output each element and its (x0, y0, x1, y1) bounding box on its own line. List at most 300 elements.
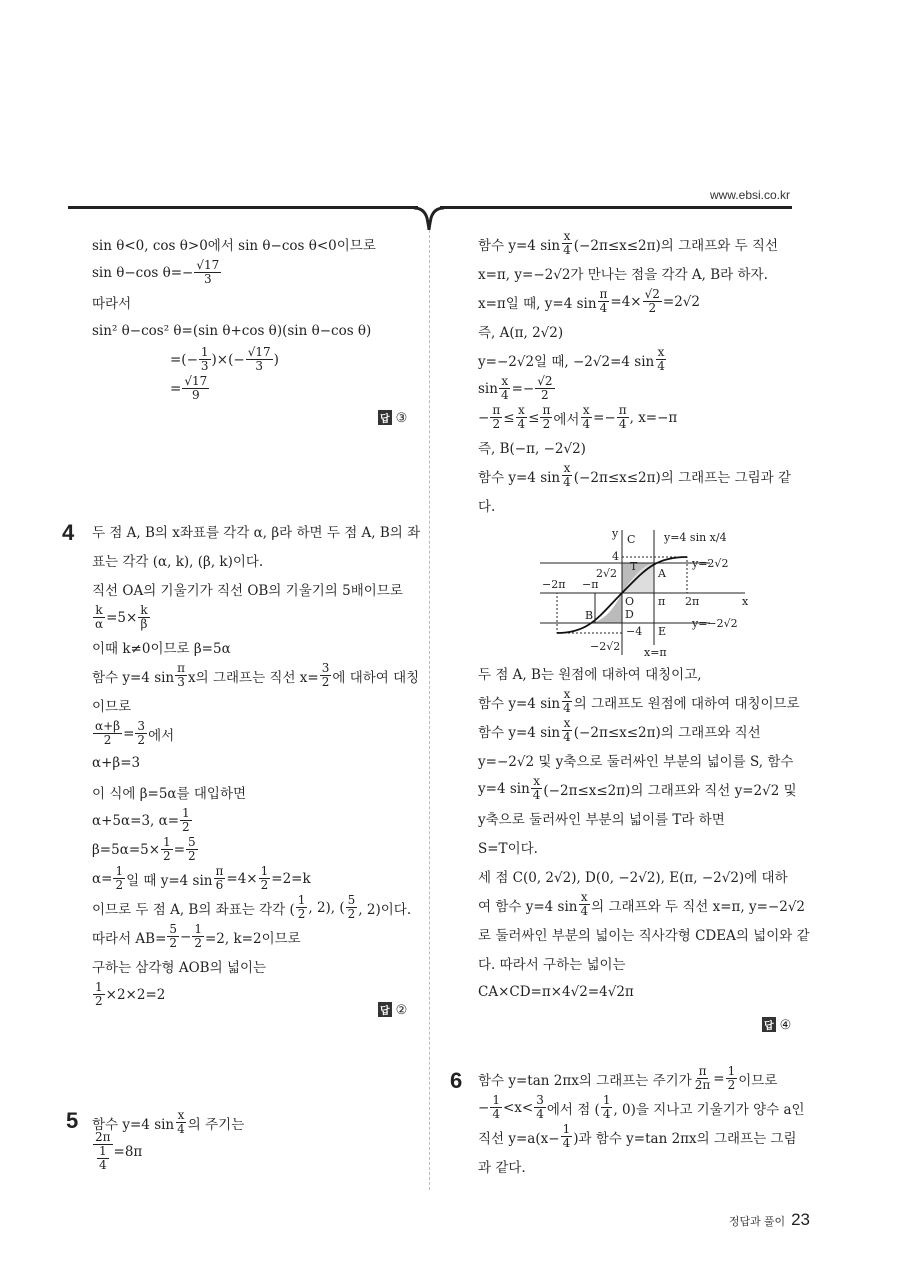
math-text: x (563, 461, 571, 475)
math-text: x의 그래프는 직선 x= (188, 669, 319, 686)
math-text: 3 (203, 272, 212, 286)
fraction (93, 604, 105, 631)
text-line (478, 687, 808, 716)
math-text: β (140, 617, 148, 631)
text-line (92, 603, 422, 632)
math-text: 4 (532, 788, 541, 802)
text-line (92, 316, 422, 345)
text-line (92, 345, 422, 374)
fraction (643, 288, 662, 315)
text-line (478, 861, 808, 890)
math-text: 의 주기는 (187, 1116, 245, 1133)
text-line (478, 716, 808, 745)
text-line (92, 574, 422, 603)
math-text: x (563, 687, 571, 701)
math-text: y=4 sin (478, 780, 530, 797)
math-text: 직선 y=a(x− (478, 1130, 560, 1147)
math-text: CA×CD=π×4√2=4√2π (478, 983, 634, 1000)
math-text: (−2π≤x≤2π)의 그래프는 그림과 같 (573, 469, 792, 486)
math-text: 즉, A(π, 2√2) (478, 324, 564, 341)
math-text: 3 (137, 719, 146, 733)
math-text: 따라서 AB= (92, 930, 167, 947)
math-text: sin θ−cos θ=− (92, 264, 194, 281)
math-text: 4 (563, 730, 571, 744)
math-text: 4 (177, 1122, 185, 1136)
right-top-solution (478, 229, 808, 519)
fraction (214, 865, 226, 892)
math-text: 3 (177, 675, 185, 689)
math-text: x (501, 374, 509, 388)
math-text: 다. 따라서 구하는 넓이는 (478, 956, 626, 973)
math-text: 2 (103, 733, 112, 747)
fraction (167, 923, 179, 950)
math-text: =2, k=2이므로 (205, 930, 301, 947)
math-text: α+5α=3, α= (92, 812, 180, 829)
fraction (113, 865, 125, 892)
answer-icon: 답 (378, 410, 392, 425)
fraction (561, 717, 573, 744)
math-text: 2 (297, 907, 306, 921)
math-text: 4 (582, 417, 591, 431)
math-text: = (123, 725, 135, 742)
point-D-label: D (625, 608, 634, 621)
math-text: 1 (602, 1093, 611, 1107)
text-line (92, 777, 422, 806)
fraction (598, 288, 610, 315)
math-text: 의 그래프와 두 직선 x=π, y=−2√2 (591, 898, 806, 915)
fraction (580, 404, 592, 431)
math-text: , 2)이다. (358, 901, 412, 918)
math-text: 2 (260, 878, 269, 892)
text-line (92, 835, 422, 864)
math-text: <x< (502, 1099, 534, 1116)
math-text: , 2), ( (308, 899, 345, 916)
math-text: 3 (200, 359, 209, 373)
math-text: 2 (321, 675, 330, 689)
math-text: 에 대하여 대칭 (332, 669, 420, 686)
fraction (535, 375, 554, 402)
math-text: x (563, 716, 571, 730)
text-line (92, 806, 422, 835)
y-axis-label: y (612, 527, 619, 540)
text-line (478, 890, 808, 919)
math-text: ) (273, 351, 279, 368)
text-line (92, 287, 422, 316)
math-text: = (170, 380, 182, 397)
math-text: 4 (562, 1136, 571, 1150)
problem-number: 4 (62, 520, 75, 545)
fraction (199, 346, 211, 373)
fraction (561, 688, 573, 715)
fraction (175, 662, 187, 689)
math-text: sin θ<0, cos θ>0에서 sin θ−cos θ<0이므로 (92, 237, 376, 254)
math-text: =4× (610, 293, 642, 310)
math-text: x (563, 229, 571, 243)
math-text: 1 (492, 1093, 500, 1107)
text-line (92, 1108, 422, 1137)
math-text: π (542, 403, 551, 417)
math-text: 에서 (148, 727, 175, 744)
math-text: 의 그래프도 원점에 대하여 대칭이므로 (573, 695, 800, 712)
math-text: 다. (478, 498, 496, 515)
text-line (478, 977, 808, 1006)
math-text: α+β (95, 719, 121, 733)
math-text: S=T이다. (478, 840, 538, 857)
region-T-label: T (630, 560, 638, 573)
answer-icon: 답 (762, 1017, 776, 1032)
math-text: 함수 y=4 sin (478, 469, 561, 486)
math-text: 이므로 두 점 A, B의 좌표는 각각 ( (92, 901, 295, 918)
math-text: 4 (563, 701, 571, 715)
math-text: π (177, 661, 186, 675)
math-text: = (713, 1070, 725, 1087)
math-text: =8π (113, 1143, 143, 1160)
text-line (92, 690, 422, 719)
math-text: 2 (182, 820, 190, 834)
curve-label: y=4 sin x/4 (664, 531, 727, 544)
text-line (92, 545, 422, 574)
fraction (186, 836, 198, 863)
math-text: π (698, 1064, 707, 1078)
math-text: 2 (194, 936, 202, 950)
text-line (478, 316, 808, 345)
math-text: 에서 (553, 411, 580, 428)
text-line (478, 919, 808, 948)
math-text: 에서 점 ( (546, 1101, 600, 1118)
math-text: 2 (95, 994, 103, 1008)
math-text: π (618, 403, 627, 417)
answer-icon: 답 (378, 1002, 392, 1017)
math-text: 이므로 (92, 698, 132, 715)
math-text: 직선 OA의 기울기가 직선 OB의 기울기의 5배이므로 (92, 582, 403, 599)
math-text: x (580, 890, 588, 904)
fraction (490, 1094, 502, 1121)
math-text: x=π일 때, y=4 sin (478, 295, 597, 312)
fraction (180, 807, 192, 834)
text-line (478, 832, 808, 861)
math-text: 2 (542, 417, 551, 431)
math-text: 이므로 (738, 1072, 778, 1089)
answer-mark (762, 1017, 791, 1033)
fraction (561, 1123, 573, 1150)
fraction (617, 404, 629, 431)
math-text: k (140, 603, 148, 617)
text-line (92, 719, 422, 748)
math-text: =− (511, 380, 535, 397)
math-text: y=−2√2 및 y축으로 둘러싸인 부분의 넓이를 S, 함수 (478, 753, 794, 770)
tick-neg-4: −4 (626, 625, 643, 638)
header-rule-right (440, 206, 792, 209)
math-text: √17 (247, 345, 271, 359)
math-text: 4 (517, 417, 526, 431)
math-text: 1 (95, 980, 103, 994)
math-text: x (517, 403, 525, 417)
fraction (182, 375, 209, 402)
math-text: π (215, 864, 224, 878)
math-text: , 0)을 지나고 기울기가 양수 a인 (613, 1101, 805, 1118)
math-text: x=π, y=−2√2가 만나는 점을 각각 A, B라 하자. (478, 266, 768, 283)
text-line (478, 345, 808, 374)
tick-2pi: 2π (685, 595, 700, 608)
fraction (561, 230, 573, 257)
fraction (320, 662, 332, 689)
text-line (478, 803, 808, 832)
text-line (478, 774, 808, 803)
math-text: y축으로 둘러싸인 부분의 넓이를 T라 하면 (478, 811, 725, 828)
text-line (478, 229, 808, 258)
math-text: 함수 y=tan 2πx의 그래프는 주기가 (478, 1072, 692, 1089)
math-text: 1 (260, 864, 269, 878)
line-vertical-label: x=π (644, 646, 667, 659)
math-text: =(− (170, 351, 198, 368)
math-text: 4 (580, 904, 589, 918)
text-line (478, 490, 808, 519)
fraction (346, 894, 358, 921)
math-text: 2 (169, 936, 178, 950)
left-top-solution (92, 229, 422, 403)
point-A-label: A (658, 567, 666, 580)
math-text: 여 함수 y=4 sin (478, 898, 578, 915)
fraction (561, 462, 573, 489)
tick-4: 4 (612, 550, 619, 563)
problem-5-solution (92, 1108, 422, 1172)
math-text: − (478, 409, 490, 426)
text-line (92, 748, 422, 777)
math-text: 1 (200, 345, 209, 359)
math-text: 4 (618, 417, 627, 431)
math-text: )과 함수 y=tan 2πx의 그래프는 그림 (573, 1130, 797, 1147)
site-url: www.ebsi.co.kr (709, 188, 790, 202)
fraction (601, 1094, 613, 1121)
text-line (478, 287, 808, 316)
math-text: )×(− (211, 351, 245, 368)
math-text: , x=−π (629, 409, 678, 426)
text-line (478, 658, 808, 687)
point-C-label: C (627, 533, 636, 546)
math-text: 2 (188, 849, 196, 863)
origin-label: O (625, 595, 635, 608)
math-text: y=−2√2일 때, −2√2=4 sin (478, 353, 655, 370)
math-text: 로 둘러싸인 부분의 넓이는 직사각형 CDEA의 넓이와 같 (478, 927, 810, 944)
text-line (92, 951, 422, 980)
text-line (92, 893, 422, 922)
math-text: 1 (727, 1064, 736, 1078)
math-text: √2 (644, 287, 660, 301)
text-line (92, 516, 422, 545)
math-text: 2 (492, 417, 501, 431)
math-text: 6 (215, 878, 224, 892)
math-text: √2 (537, 374, 553, 388)
math-text: 따라서 (92, 295, 132, 312)
fraction (259, 865, 271, 892)
math-text: 3 (536, 1093, 544, 1107)
math-text: ≤ (503, 409, 515, 426)
tick-neg-pi: −π (582, 578, 599, 591)
math-text: 1 (163, 835, 171, 849)
math-text: 1 (115, 864, 124, 878)
math-text: 2 (648, 301, 657, 315)
header-rule-left (68, 206, 418, 209)
math-text: 4 (599, 301, 608, 315)
text-line (478, 258, 808, 287)
math-text: 4 (536, 1107, 544, 1121)
fraction (490, 404, 502, 431)
fraction (161, 836, 173, 863)
problem-4-solution (92, 516, 422, 1009)
math-text: (−2π≤x≤2π)의 그래프와 직선 y=2√2 및 (543, 782, 797, 799)
math-text: 1 (562, 1122, 571, 1136)
answer-value: ② (395, 1003, 408, 1018)
fraction (97, 1145, 109, 1172)
text-line (478, 1093, 808, 1122)
math-text: 1 (98, 1144, 107, 1158)
fraction (93, 720, 122, 747)
fraction (192, 923, 204, 950)
sine-graph (520, 525, 760, 660)
text-line (92, 229, 422, 258)
text-line (92, 632, 422, 661)
fraction (693, 1065, 713, 1092)
math-text: =5× (106, 609, 138, 626)
text-line (92, 258, 422, 287)
math-text: =2=k (271, 870, 311, 887)
math-text: π (492, 403, 501, 417)
math-text: 4 (563, 243, 571, 257)
x-axis-label: x (742, 595, 749, 608)
math-text: = (173, 841, 185, 858)
math-text: 9 (191, 388, 200, 402)
fraction (540, 404, 552, 431)
text-line (478, 948, 808, 977)
text-line (478, 745, 808, 774)
math-text: 5 (188, 835, 196, 849)
math-text: 4 (563, 475, 571, 489)
math-text: 함수 y=4 sin (478, 695, 561, 712)
math-text: k (95, 603, 103, 617)
fraction (516, 404, 528, 431)
math-text: 표는 각각 (α, k), (β, k)이다. (92, 553, 264, 570)
text-line (478, 374, 808, 403)
text-line (478, 1122, 808, 1151)
page-number: 23 (791, 1210, 810, 1229)
math-text: =− (593, 409, 616, 426)
point-E-label: E (658, 625, 667, 638)
tick-neg-2root2: −2√2 (590, 640, 621, 653)
page-footer (729, 1210, 810, 1230)
math-text: sin² θ−cos² θ=(sin θ+cos θ)(sin θ−cos θ) (92, 322, 372, 339)
fraction (578, 891, 590, 918)
math-text: π (599, 287, 608, 301)
problem-6-solution (478, 1064, 808, 1180)
math-text: 2π (95, 1130, 111, 1144)
fraction (135, 720, 147, 747)
math-text: 함수 y=4 sin (92, 1116, 175, 1133)
problem-number: 6 (450, 1068, 463, 1093)
text-line (92, 1130, 422, 1172)
math-text: 2π (694, 1078, 711, 1092)
math-text: ×2×2=2 (105, 986, 166, 1003)
tick-neg-2pi: −2π (542, 578, 566, 591)
math-text: 1 (297, 893, 306, 907)
fraction (726, 1065, 738, 1092)
fraction (534, 1094, 546, 1121)
math-text: 4 (492, 1107, 500, 1121)
text-line (92, 864, 422, 893)
math-text: 1 (182, 806, 190, 820)
math-text: α (95, 617, 104, 631)
math-text: 1 (194, 922, 202, 936)
math-text: 2 (163, 849, 171, 863)
fraction (93, 981, 105, 1008)
math-text: β=5α=5× (92, 841, 161, 858)
math-text: x (177, 1108, 185, 1122)
footer-label: 정답과 풀이 (728, 1216, 786, 1228)
fraction (93, 1131, 113, 1172)
text-line (478, 432, 808, 461)
math-text: 함수 y=4 sin (478, 724, 561, 741)
right-bottom-solution (478, 658, 808, 1006)
fraction (194, 259, 221, 286)
math-text: α= (92, 870, 113, 887)
math-text: 두 점 A, B는 원점에 대하여 대칭이고, (478, 666, 702, 683)
math-text: =2√2 (662, 293, 700, 310)
fraction (138, 604, 149, 631)
math-text: 3 (321, 661, 330, 675)
tick-pi: π (658, 595, 666, 608)
math-text: √17 (184, 374, 208, 388)
math-text: √17 (196, 258, 220, 272)
math-text: 이때 k≠0이므로 β=5α (92, 640, 231, 657)
text-line (92, 980, 422, 1009)
math-text: x (533, 774, 540, 788)
text-line (92, 661, 422, 690)
math-text: 일 때 y=4 sin (126, 872, 213, 889)
fraction (655, 346, 667, 373)
answer-mark (378, 410, 407, 426)
math-text: ≤ (528, 409, 540, 426)
math-text: (−2π≤x≤2π)의 그래프와 직선 (573, 724, 761, 741)
math-text: α+β=3 (92, 754, 141, 771)
math-text: 세 점 C(0, 2√2), D(0, −2√2), E(π, −2√2)에 대하 (478, 869, 788, 886)
math-text: 2 (727, 1078, 736, 1092)
fraction (499, 375, 511, 402)
math-text: x (657, 345, 665, 359)
math-text: 5 (169, 922, 178, 936)
answer-mark (378, 1002, 407, 1018)
text-line (478, 461, 808, 490)
math-text: 과 같다. (478, 1159, 526, 1176)
problem-number: 5 (66, 1108, 79, 1133)
math-text: 2 (541, 388, 549, 402)
fraction (296, 894, 308, 921)
math-text: 즉, B(−π, −2√2) (478, 440, 586, 457)
math-text: 이 식에 β=5α를 대입하면 (92, 785, 247, 802)
math-text: 3 (255, 359, 263, 373)
math-text: 4 (657, 359, 665, 373)
line-top-label: y=2√2 (692, 557, 729, 570)
math-text: (−2π≤x≤2π)의 그래프와 두 직선 (573, 237, 778, 254)
point-B-label: B (585, 609, 594, 622)
math-text: 4 (500, 388, 509, 402)
math-text: 4 (98, 1158, 107, 1172)
math-text: x (582, 403, 590, 417)
text-line (478, 1064, 808, 1093)
text-line (478, 1151, 808, 1180)
column-divider (429, 230, 430, 1190)
math-text: 구하는 삼각형 AOB의 넓이는 (92, 959, 267, 976)
math-text: 함수 y=4 sin (478, 237, 561, 254)
fraction (531, 775, 543, 802)
